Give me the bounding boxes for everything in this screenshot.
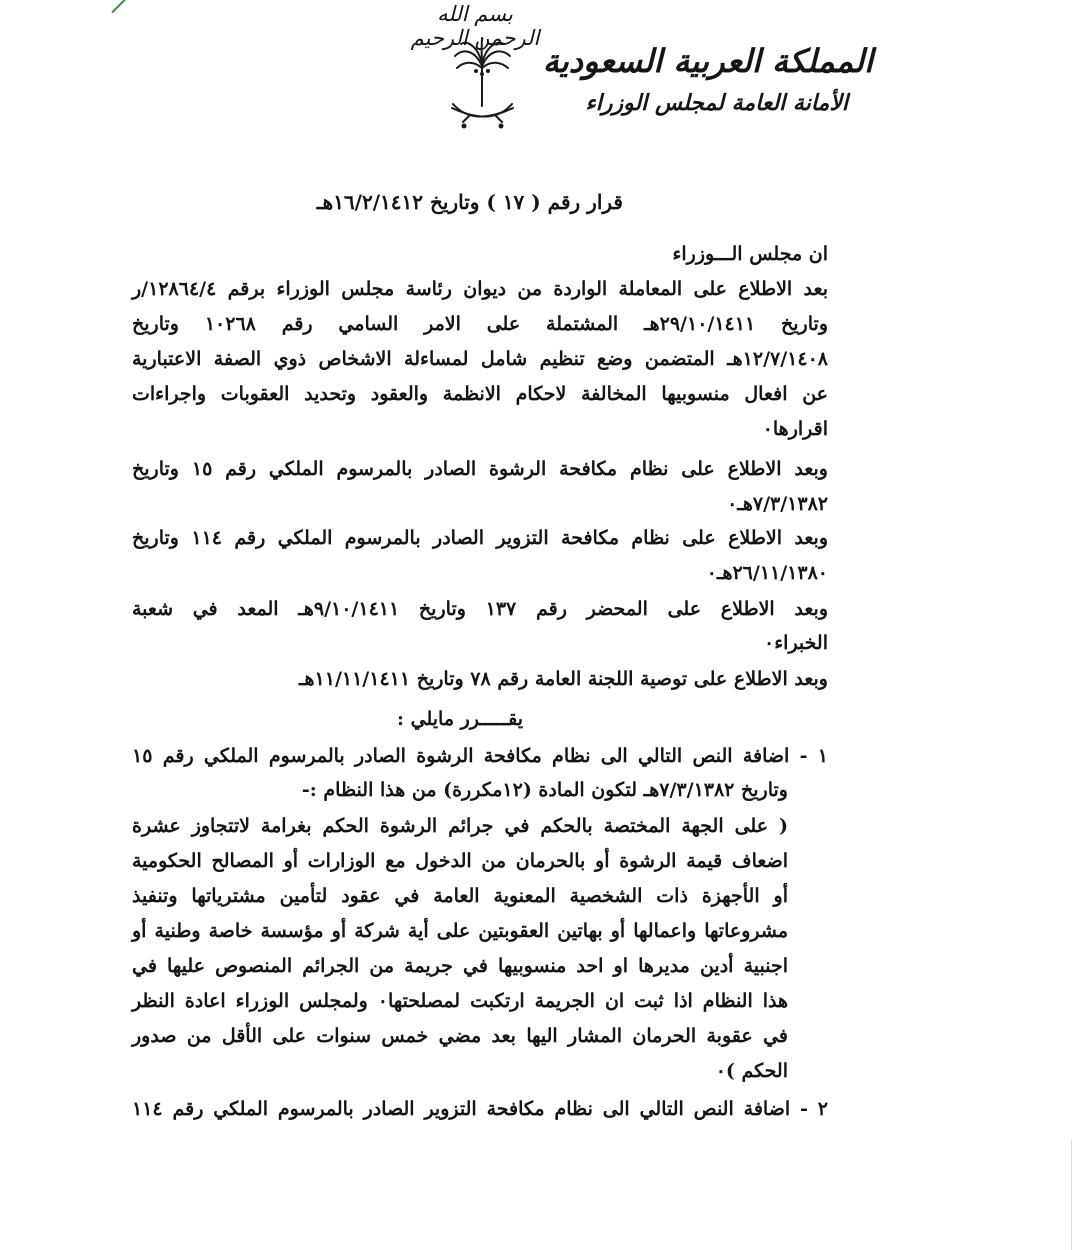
saudi-emblem-icon (445, 36, 520, 136)
body-line: بعد الاطلاع على المعاملة الواردة من ديوان رئاسة مجلس الوزراء برقم ١٢٨٦٤/٤/ر (132, 278, 828, 300)
decree-heading: يقـــــرر مايلي : (396, 708, 523, 730)
quoted-text-line: مشروعاتها واعمالها أو بهاتين العقوبتين على أية شركة أو مؤسسة خاصة وطنية أو (132, 920, 788, 942)
basmala: بسم الله الرحمن الرحيم (410, 2, 540, 50)
quoted-text-line: أو الأجهزة ذات الشخصية المعنوية العامة في عقود لتأمين مشترياتها وتنفيذ (132, 885, 788, 907)
quoted-text-line: في عقوبة الحرمان المشار اليها بعد مضي خمس سنوات على الأقل من صدور (132, 1025, 788, 1047)
article-1-line: وتاريخ ٧/٣/١٣٨٢هـ لتكون المادة (١٢مكررة) من هذا النظام :- (301, 779, 788, 801)
article-1-line: ١ - اضافة النص التالي الى نظام مكافحة الرشوة الصادر بالمرسوم الملكي رقم ١٥ (132, 745, 828, 767)
body-line: وبعد الاطلاع على توصية اللجنة العامة رقم ٧٨ وتاريخ ١١/١١/١٤١١هـ (298, 668, 828, 690)
body-line: عن افعال منسوبيها المخالفة لاحكام الانظمة والعقود وتحديد العقوبات واجراءات (132, 383, 828, 405)
letterhead (0, 0, 1078, 140)
kingdom-name: المملكة العربية السعودية (542, 42, 873, 80)
body-line: ٢٦/١١/١٣٨٠هـ٠ (706, 562, 828, 584)
body-line: وبعد الاطلاع على المحضر رقم ١٣٧ وتاريخ ٩/١٠/١٤١١هـ المعد في شعبة (132, 598, 829, 620)
quoted-text-line: ( على الجهة المختصة بالحكم في جرائم الرشوة الحكم بغرامة لاتتجاوز عشرة (132, 815, 788, 837)
secretariat-name: الأمانة العامة لمجلس الوزراء (585, 90, 848, 116)
body-line: اقرارها٠ (762, 418, 828, 440)
body-line: وتاريخ ٢٩/١٠/١٤١١هـ المشتملة على الامر السامي رقم ١٠٢٦٨ وتاريخ (132, 313, 828, 335)
body-line: ٧/٣/١٣٨٢هـ٠ (727, 493, 828, 515)
quoted-text-line: اجنبية أدين مديرها او احد منسوبيها في جريمة من الجرائم المنصوص عليها في (132, 955, 788, 977)
body-line: ١٢/٧/١٤٠٨هـ المتضمن وضع تنظيم شامل لمساءلة الاشخاص ذوي الصفة الاعتبارية (132, 348, 828, 370)
body-line: وبعد الاطلاع على نظام مكافحة الرشوة الصادر بالمرسوم الملكي رقم ١٥ وتاريخ (132, 458, 828, 480)
quoted-text-line: هذا النظام اذا ثبت ان الجريمة ارتكبت لمصلحتها٠ ولمجلس الوزراء اعادة النظر (132, 990, 788, 1012)
quoted-text-line: الحكم )٠ (715, 1060, 788, 1082)
council-opener: ان مجلس الـــوزراء (672, 243, 828, 265)
page-edge (1071, 1140, 1072, 1250)
body-line: وبعد الاطلاع على نظام مكافحة التزوير الصادر بالمرسوم الملكي رقم ١١٤ وتاريخ (132, 527, 828, 549)
quoted-text-line: اضعاف قيمة الرشوة أو بالحرمان من الدخول مع الوزارات أو المصالح الحكومية (132, 850, 788, 872)
body-line: الخبراء٠ (764, 632, 828, 654)
article-2-line: ٢ - اضافة النص التالي الى نظام مكافحة التزوير الصادر بالمرسوم الملكي رقم ١١٤ (132, 1098, 828, 1120)
decision-title: قرار رقم ( ١٧ ) وتاريخ ١٦/٢/١٤١٢هـ (316, 190, 623, 214)
